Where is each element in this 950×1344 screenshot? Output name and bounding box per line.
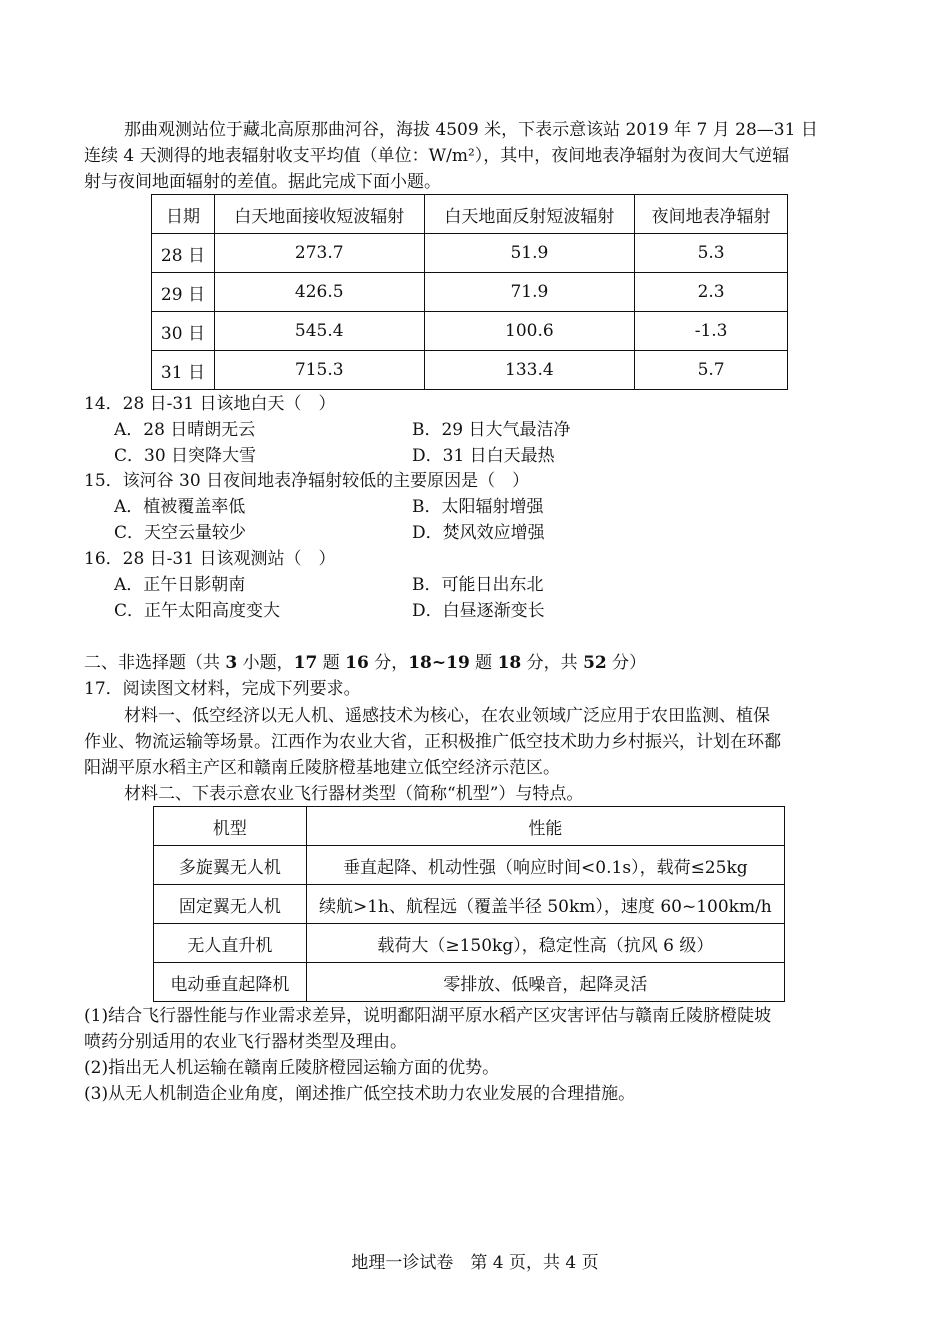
section-2-heading: 二、非选择题（共 3 小题，17 题 16 分，18~19 题 18 分，共 52 分） — [84, 653, 647, 673]
table-cell: 71.9 — [424, 273, 635, 312]
q15-option-c: C．天空云量较少 — [114, 523, 247, 543]
table-header: 机型 — [154, 807, 307, 846]
q15-option-b: B．太阳辐射增强 — [412, 497, 544, 517]
q16-stem: 16．28 日-31 日该观测站（ ） — [84, 549, 336, 569]
table-cell: 30 日 — [152, 312, 215, 351]
table-cell: -1.3 — [635, 312, 788, 351]
table-cell: 固定翼无人机 — [154, 885, 307, 924]
aircraft-table — [153, 806, 785, 1002]
table-cell: 续航>1h、航程远（覆盖半径 50km），速度 60~100km/h — [306, 885, 784, 924]
q14-option-a: A．28 日晴朗无云 — [114, 420, 256, 440]
intro-line-1: 那曲观测站位于藏北高原那曲河谷，海拔 4509 米，下表示意该站 2019 年 7 月 28—31 日 — [124, 120, 818, 140]
q15-option-d: D．焚风效应增强 — [412, 523, 545, 543]
table-header: 白天地面接收短波辐射 — [214, 195, 424, 234]
table-cell: 28 日 — [152, 234, 215, 273]
table-cell: 2.3 — [635, 273, 788, 312]
table-row — [152, 312, 788, 351]
table-cell: 133.4 — [424, 351, 635, 390]
table-cell: 29 日 — [152, 273, 215, 312]
table-cell: 51.9 — [424, 234, 635, 273]
q14-option-d: D．31 日白天最热 — [412, 446, 555, 466]
q17-stem: 17．阅读图文材料，完成下列要求。 — [84, 679, 361, 699]
table-header: 夜间地表净辐射 — [635, 195, 788, 234]
table-cell: 无人直升机 — [154, 924, 307, 963]
table-header: 日期 — [152, 195, 215, 234]
q15-stem: 15．该河谷 30 日夜间地表净辐射较低的主要原因是（ ） — [84, 471, 530, 491]
radiation-table — [151, 194, 788, 390]
table-cell: 电动垂直起降机 — [154, 963, 307, 1002]
intro-line-2: 连续 4 天测得的地表辐射收支平均值（单位：W/m²），其中，夜间地表净辐射为夜间大气逆辐 — [84, 146, 790, 166]
material-1-line-1: 材料一、低空经济以无人机、遥感技术为核心，在农业领域广泛应用于农田监测、植保 — [124, 706, 770, 726]
table-row — [154, 963, 785, 1002]
intro-line-3: 射与夜间地面辐射的差值。据此完成下面小题。 — [84, 172, 441, 192]
q16-option-a: A．正午日影朝南 — [114, 575, 246, 595]
table-header-row — [154, 807, 785, 846]
table-cell: 零排放、低噪音，起降灵活 — [306, 963, 784, 1002]
q17-sub3: (3)从无人机制造企业角度，阐述推广低空技术助力农业发展的合理措施。 — [84, 1084, 636, 1104]
page-footer: 地理一诊试卷 第 4 页，共 4 页 — [351, 1253, 599, 1273]
table-cell: 多旋翼无人机 — [154, 846, 307, 885]
table-cell: 载荷大（≥150kg），稳定性高（抗风 6 级） — [306, 924, 784, 963]
table-cell: 31 日 — [152, 351, 215, 390]
q14-option-b: B．29 日大气最洁净 — [412, 420, 571, 440]
table-cell: 5.3 — [635, 234, 788, 273]
material-1-line-2: 作业、物流运输等场景。江西作为农业大省，正积极推广低空技术助力乡村振兴，计划在环鄱 — [84, 732, 781, 752]
q16-option-b: B．可能日出东北 — [412, 575, 544, 595]
table-row — [154, 846, 785, 885]
table-header-row — [152, 195, 788, 234]
table-cell: 715.3 — [214, 351, 424, 390]
table-cell: 545.4 — [214, 312, 424, 351]
q14-stem: 14．28 日-31 日该地白天（ ） — [84, 394, 336, 414]
q14-option-c: C．30 日突降大雪 — [114, 446, 257, 466]
table-cell: 426.5 — [214, 273, 424, 312]
table-row — [152, 234, 788, 273]
table-cell: 垂直起降、机动性强（响应时间<0.1s），载荷≤25kg — [306, 846, 784, 885]
table-cell: 100.6 — [424, 312, 635, 351]
table-row — [152, 351, 788, 390]
q17-sub1-line-2: 喷药分别适用的农业飞行器材类型及理由。 — [84, 1032, 407, 1052]
q17-sub1-line-1: (1)结合飞行器性能与作业需求差异，说明鄱阳湖平原水稻产区灾害评估与赣南丘陵脐橙陡坡 — [84, 1006, 772, 1026]
table-cell: 5.7 — [635, 351, 788, 390]
material-1-line-3: 阳湖平原水稻主产区和赣南丘陵脐橙基地建立低空经济示范区。 — [84, 758, 560, 778]
q17-sub2: (2)指出无人机运输在赣南丘陵脐橙园运输方面的优势。 — [84, 1058, 500, 1078]
table-row — [154, 924, 785, 963]
table-row — [152, 273, 788, 312]
table-header: 白天地面反射短波辐射 — [424, 195, 635, 234]
q16-option-d: D．白昼逐渐变长 — [412, 601, 545, 621]
table-row — [154, 885, 785, 924]
table-header: 性能 — [306, 807, 784, 846]
q15-option-a: A．植被覆盖率低 — [114, 497, 246, 517]
table-cell: 273.7 — [214, 234, 424, 273]
material-2: 材料二、下表示意农业飞行器材类型（简称“机型”）与特点。 — [124, 784, 584, 804]
q16-option-c: C．正午太阳高度变大 — [114, 601, 281, 621]
